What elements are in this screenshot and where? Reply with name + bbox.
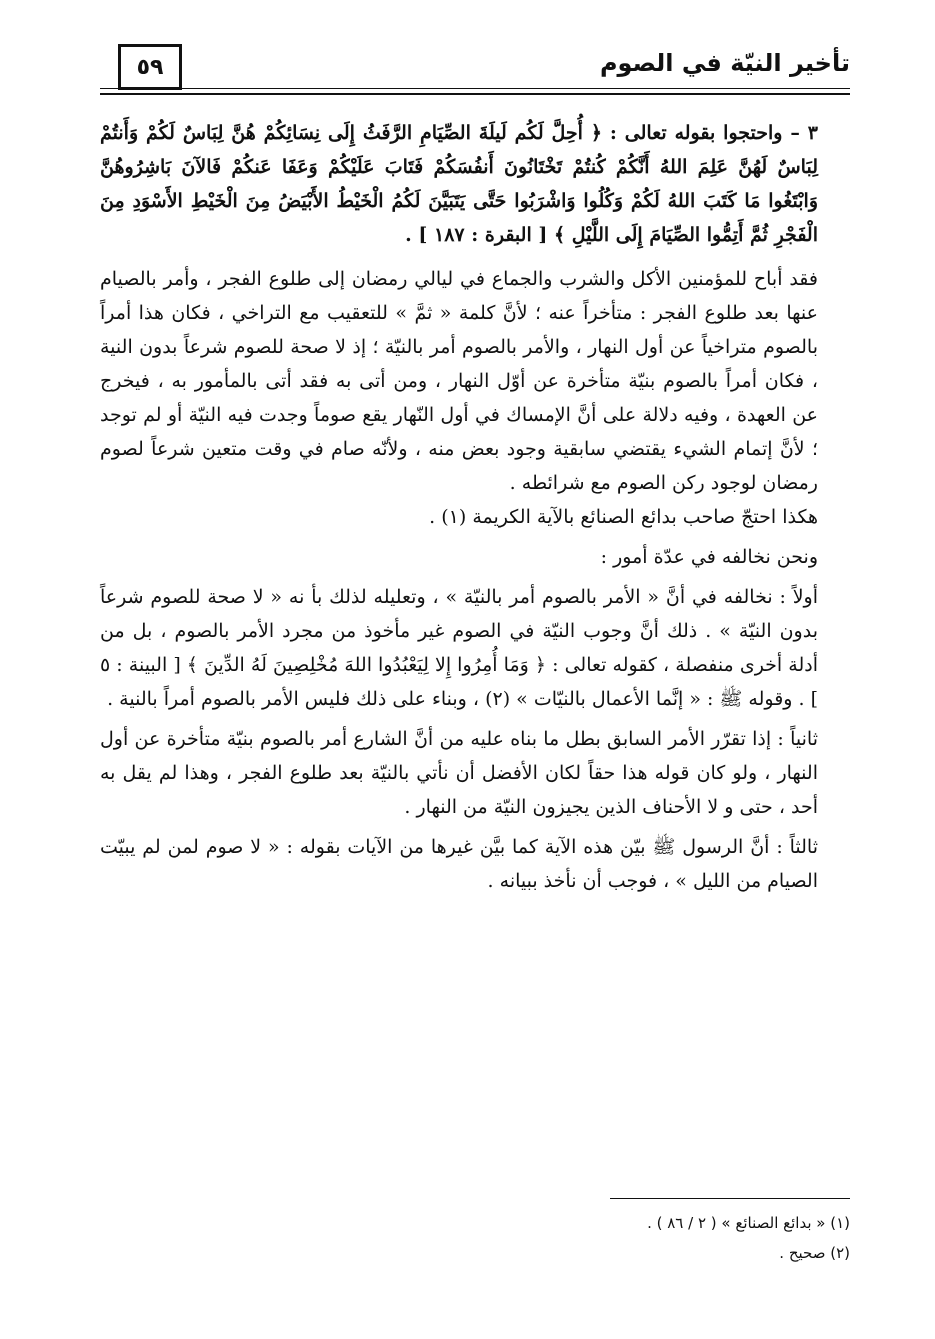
paragraph-explanation: فقد أباح للمؤمنين الأكل والشرب والجماع في ليالي رمضان إلى طلوع الفجر ، وأمر بالصيام عنها بعد طلوع الفجر : متأخراً عنه ؛ لأنَّ كلمة « ثمَّ » للتعقيب مع التراخي ، فكان هذا أمراً بالصوم متراخياً عن أول النهار ، والأمر بالصوم أمر بالنيّة ؛ إذ لا صحة للصوم شرعاً بدون النية ، فكان أمراً بالصوم بنيّة متأخرة عن أوّل النهار ، ومن أتى به فقد أتى بالمأمور به ، فيخرج عن العهدة ، وفيه دلالة على أنَّ الإمساك في أول النّهار يقع صوماً وجدت فيه النيّة أو لم توجد ؛ لأنَّ إتمام الشيء يقتضي سابقية وجود بعض منه ، ولأنّه صام في وقت متعين شرعاً لصوم رمضان لوجود ركن الصوم مع شرائطه . [100, 268, 818, 494]
main-text [100, 116, 850, 898]
paragraph-first-point: أولاً : نخالفه في أنَّ « الأمر بالصوم أمر بالنيّة » ، وتعليله لذلك بأ نه « لا صحة للصوم شرعاً بدون النيّة » . ذلك أنَّ وجوب النيّة في الصوم غير مأخوذ من مجرد الأمر بالصوم ، بل من أدلة أخرى منفصلة ، كقوله تعالى : ﴿ وَمَا أُمِرُوا إِلا لِيَعْبُدُوا اللهَ مُخْلِصِينَ لَهُ الدِّينَ ﴾ [ البينة : ٥ ] . وقوله ﷺ : « إنَّما الأعمال بالنيّات » (٢) ، وبناء على ذلك فليس الأمر بالصوم أمراً بالنية . [100, 586, 818, 710]
paragraph-second-point: ثانياً : إذا تقرّر الأمر السابق بطل ما بناه عليه من أنَّ الشارع أمر بالصوم بنيّة متأخرة عن أول النهار ، ولو كان قوله هذا حقاً لكان الأفضل أن نأتي بالنيّة بعد طلوع الفجر ، وهذا لم يقل به أحد ، حتى و لا الأحناف الذين يجيزون النيّة من النهار . [100, 728, 818, 818]
paragraph-citation: هكذا احتجّ صاحب بدائع الصنائع بالآية الكريمة (١) . [429, 506, 818, 528]
footnote-1: (١) « بدائع الصنائع » ( ٢ / ٨٦ ) . [647, 1214, 850, 1232]
running-title: تأخير النيّة في الصوم [599, 49, 850, 77]
header-rule [100, 88, 850, 95]
paragraph-verse-argument: ٣ – واحتجوا بقوله تعالى : ﴿ أُحِلَّ لَكُم لَيلَةَ الصِّيَامِ الرَّفَثُ إِلَى نِسَائِكُمْ هُنَّ لِبَاسٌ لَكُمْ وَأَنتُمْ لِبَاسٌ لَهُنَّ عَلِمَ اللهُ أَنَّكُمْ كُنتُمْ تَخْتَانُونَ أَنفُسَكُمْ فَتَابَ عَلَيْكُمْ وَعَفَا عَنكُمْ فَالآنَ بَاشِرُوهُنَّ وَابْتَغُوا مَا كَتَبَ اللهُ لَكُمْ وَكُلُوا وَاشْرَبُوا حَتَّى يَتَبَيَّنَ لَكُمُ الْخَيْطُ الأَبْيَضُ مِنَ الْخَيْطِ الأَسْوَدِ مِنَ الْفَجْرِ ثُمَّ أَتِمُّوا الصِّيَامَ إِلَى اللَّيْلِ ﴾ [ البقرة : ١٨٧ ] . [100, 122, 818, 246]
paragraph-third-point: ثالثاً : أنَّ الرسول ﷺ بيّن هذه الآية كما بيَّن غيرها من الآيات بقوله : « لا صوم لمن لم يبيّت الصيام من الليل » ، فوجب أن نأخذ ببيانه . [100, 836, 818, 892]
page-header [100, 40, 850, 102]
page-number: ٥٩ [118, 44, 182, 90]
paragraph-objections-intro: ونحن نخالفه في عدّة أمور : [600, 546, 818, 568]
footnote-2: (٢) صحيح . [779, 1244, 850, 1262]
footnotes [430, 1208, 850, 1268]
footnote-rule [610, 1198, 850, 1199]
